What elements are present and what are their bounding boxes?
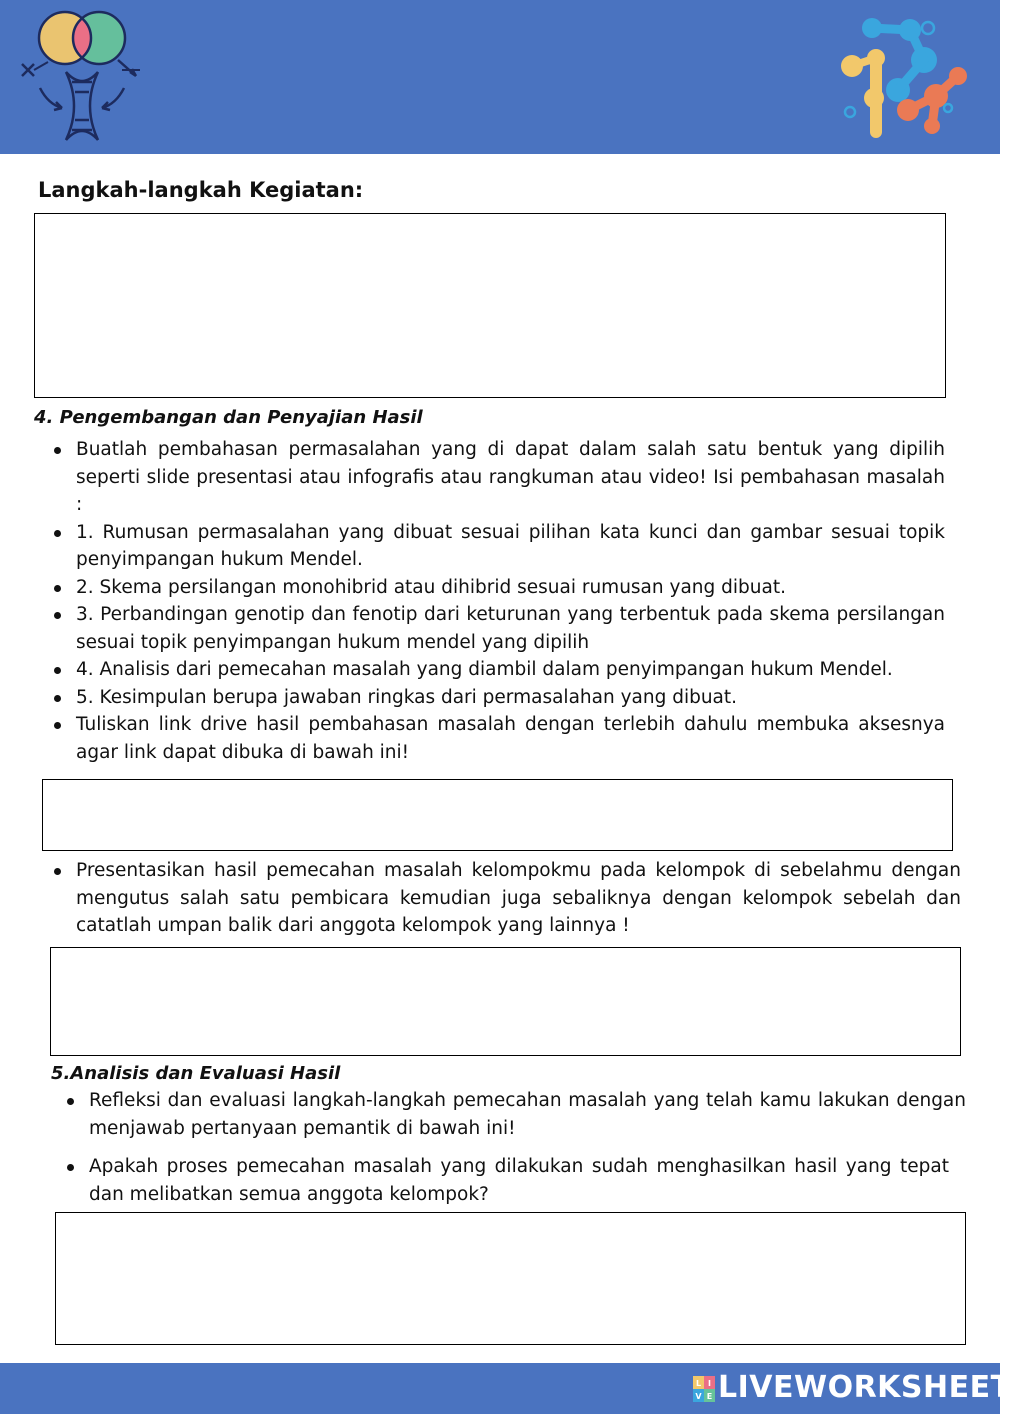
list-item: Presentasikan hasil pemecahan masalah kelompokmu pada kelompok di sebelahmu dengan mengutus salah satu pembicara kemudian juga sebaliknya dengan kelompok sebelah dan catatlah umpan balik dari anggota kelompok yang lainnya ! xyxy=(76,857,961,940)
genetics-dna-venn-icon xyxy=(18,12,144,142)
steps-answer-box[interactable] xyxy=(34,213,946,398)
badge-letter-e: E xyxy=(706,1392,713,1401)
badge-letter-l: L xyxy=(695,1379,702,1388)
list-item: 2. Skema persilangan monohibrid atau dihibrid sesuai rumusan yang dibuat. xyxy=(76,574,945,602)
feedback-answer-box[interactable] xyxy=(50,947,961,1056)
list-item: Apakah proses pemecahan masalah yang dilakukan sudah menghasilkan hasil yang tepat dan melibatkan semua anggota kelompok? xyxy=(89,1153,949,1208)
list-item: 3. Perbandingan genotip dan fenotip dari keturunan yang terbentuk pada skema persilangan sesuai topik penyimpangan hukum mendel yang dipilih xyxy=(76,601,945,656)
reflection-answer-box[interactable] xyxy=(55,1212,966,1345)
section-4-title: 4. Pengembangan dan Penyajian Hasil xyxy=(34,407,423,428)
liveworksheets-logo: LIVEWORKSHEETS xyxy=(718,1370,1034,1405)
header-band xyxy=(0,0,1000,154)
molecule-network-icon xyxy=(832,18,972,138)
badge-letter-i: I xyxy=(708,1379,711,1388)
list-item: Tuliskan link drive hasil pembahasan masalah dengan terlebih dahulu membuka aksesnya agar link dapat dibuka di bawah ini! xyxy=(76,711,945,766)
badge-letter-v: V xyxy=(695,1392,702,1401)
list-item: Refleksi dan evaluasi langkah-langkah pemecahan masalah yang telah kamu lakukan dengan menjawab pertanyaan pemantik di bawah ini! xyxy=(89,1087,966,1142)
section-5-question-list xyxy=(89,1153,949,1208)
list-item: 4. Analisis dari pemecahan masalah yang diambil dalam penyimpangan hukum Mendel. xyxy=(76,656,945,684)
presentation-list xyxy=(76,857,961,940)
section-5-list xyxy=(89,1087,966,1142)
steps-heading: Langkah-langkah Kegiatan: xyxy=(38,178,364,202)
section-4-list xyxy=(76,436,945,766)
section-5-title: 5.Analisis dan Evaluasi Hasil xyxy=(51,1063,341,1084)
list-item: Buatlah pembahasan permasalahan yang di dapat dalam salah satu bentuk yang dipilih seperti slide presentasi atau infografis atau rangkuman atau video! Isi pembahasan masalah : xyxy=(76,436,945,519)
liveworksheets-badge-icon xyxy=(693,1376,715,1402)
list-item: 5. Kesimpulan berupa jawaban ringkas dari permasalahan yang dibuat. xyxy=(76,684,945,712)
drive-link-answer-box[interactable] xyxy=(42,779,953,851)
list-item: 1. Rumusan permasalahan yang dibuat sesuai pilihan kata kunci dan gambar sesuai topik penyimpangan hukum Mendel. xyxy=(76,519,945,574)
